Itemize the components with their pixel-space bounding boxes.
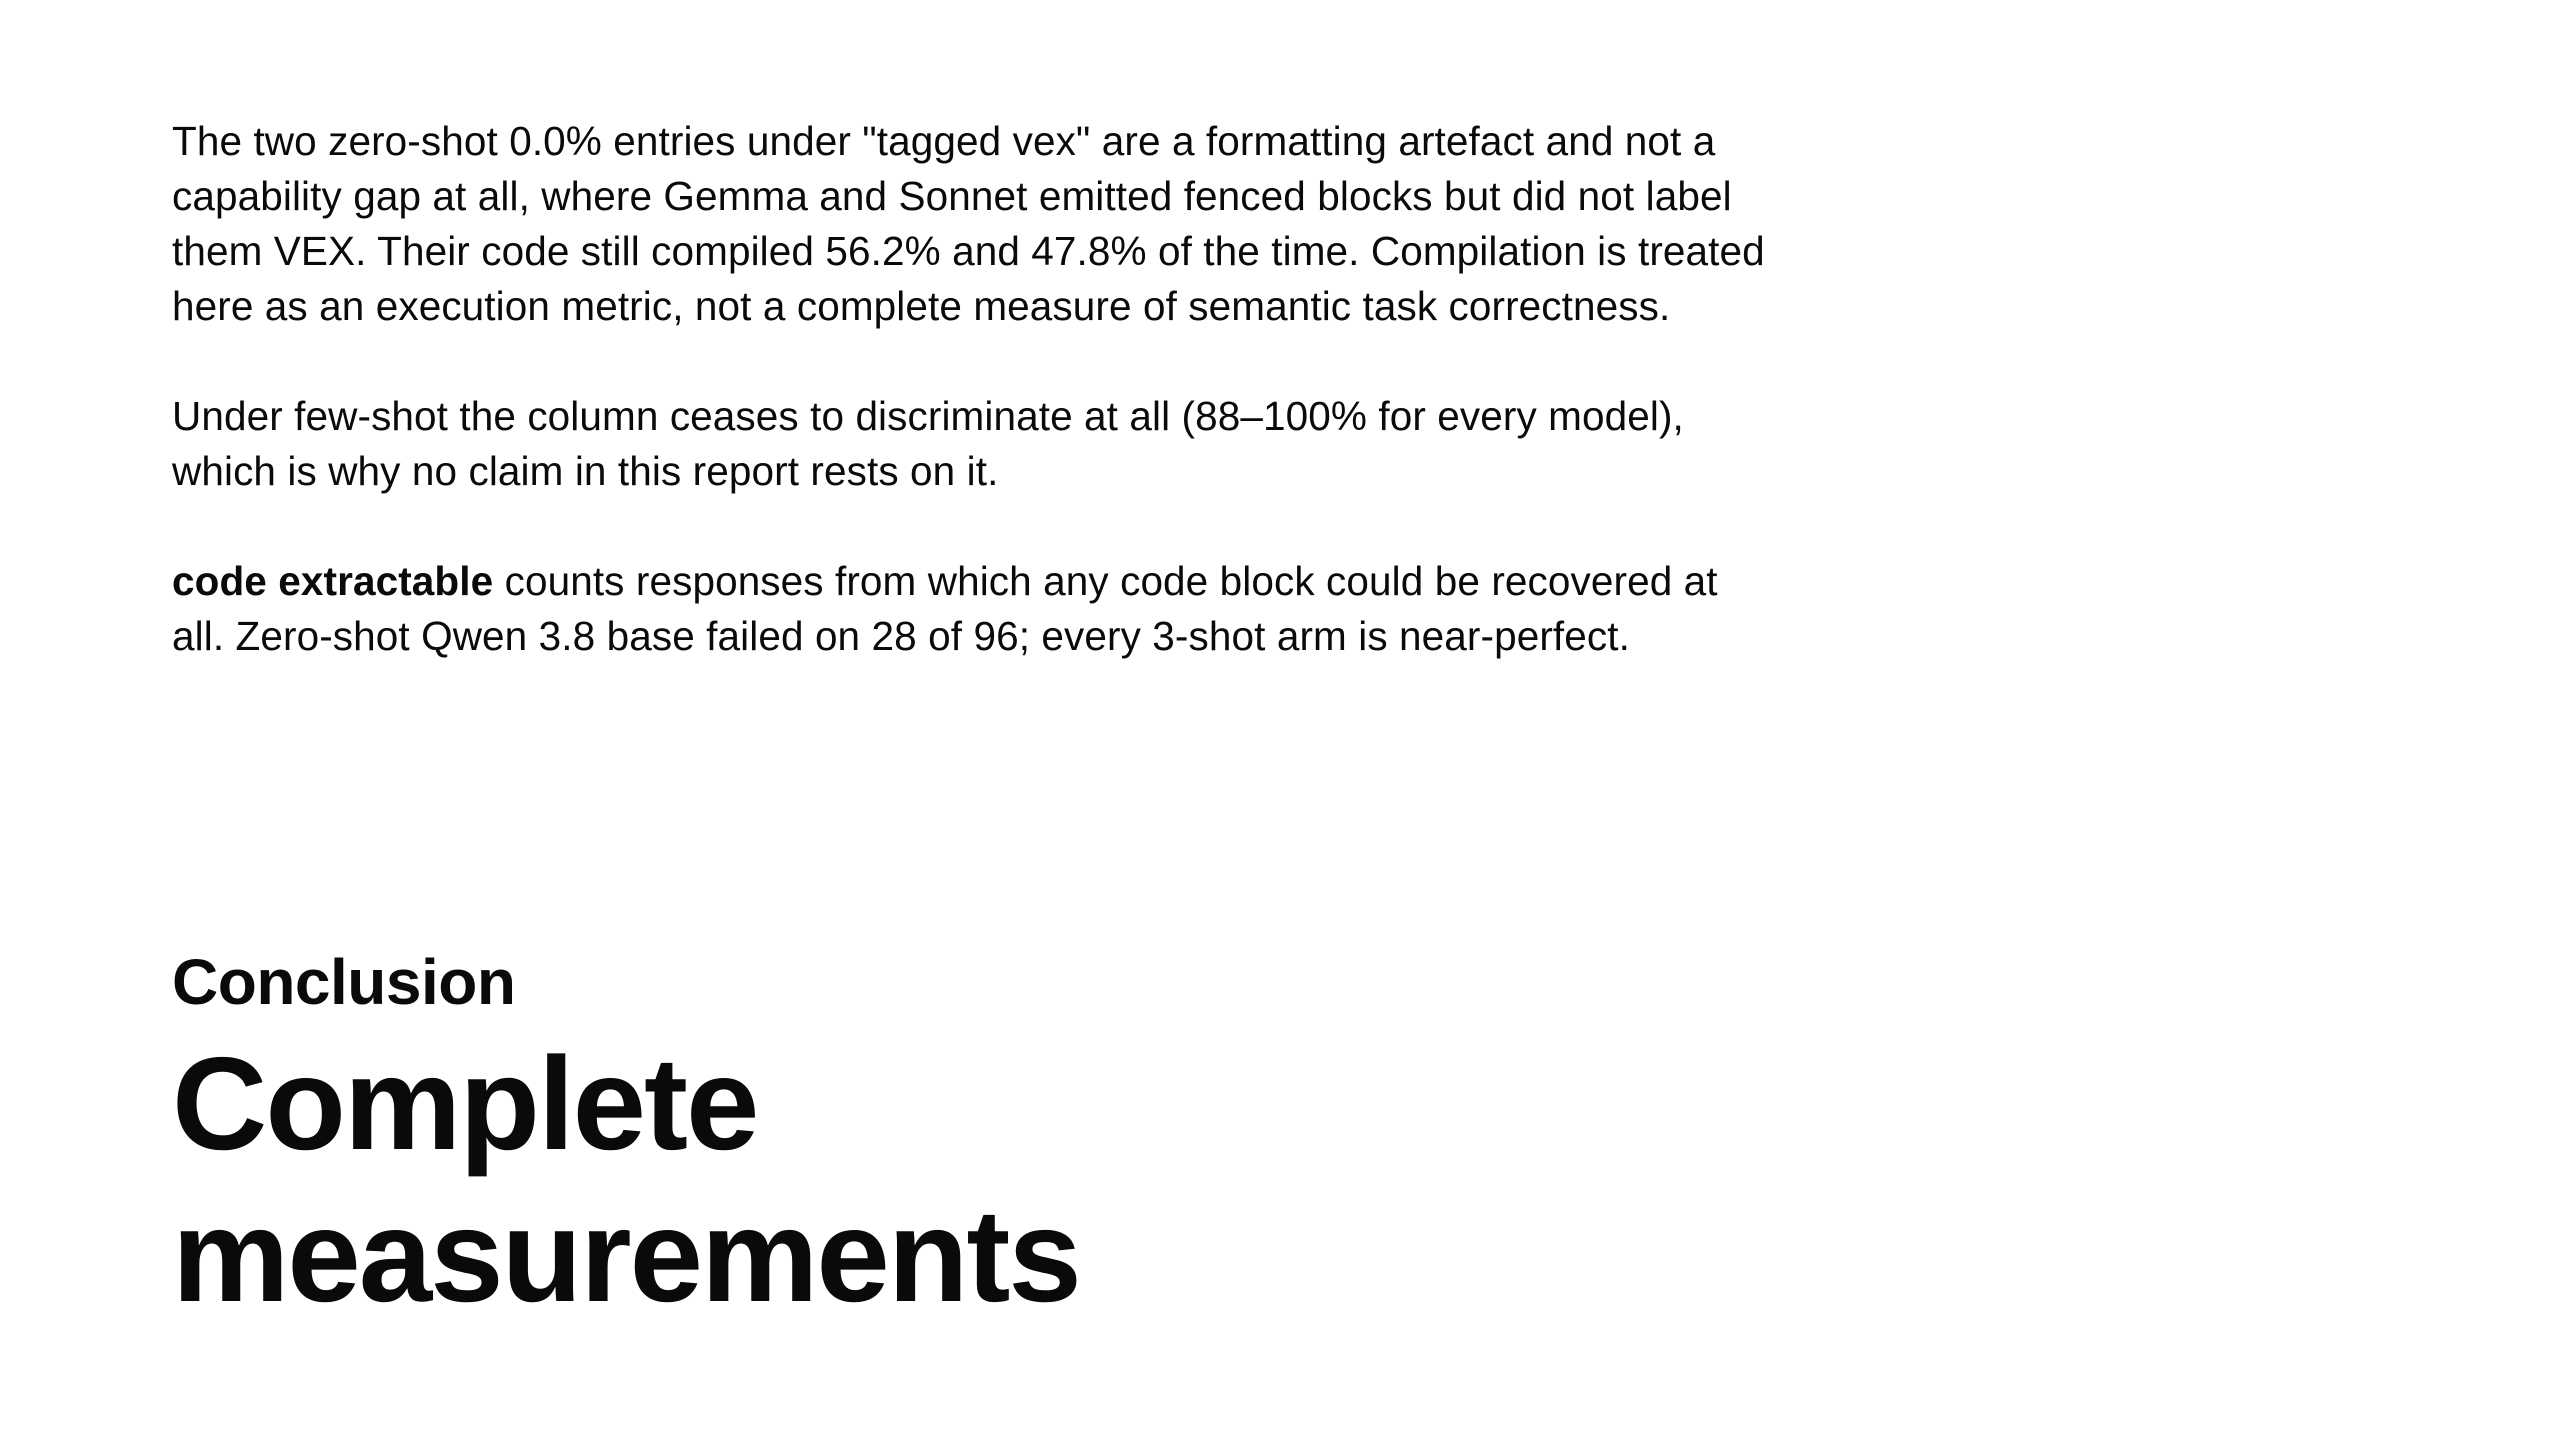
paragraph-code-extractable	[172, 554, 1772, 664]
section-title-line-2: measurements	[172, 1182, 1080, 1329]
paragraph-tagged-vex: The two zero-shot 0.0% entries under "tagged vex" are a formatting artefact and not a capability gap at all, where Gemma and Sonnet emitted fenced blocks but did not label them VEX. Their code still compiled 56.2% and 47.8% of the time. Compilation is treated here as an execution metric, not a complete measure of semantic task correctness.	[172, 118, 1765, 329]
section-title	[172, 1028, 2172, 1332]
definition-code-extractable: counts responses from which any code block could be recovered at all. Zero-shot Qwen 3.8 base failed on 28 of 96; every 3-shot arm is near-perfect.	[172, 558, 1718, 659]
term-code-extractable: code extractable	[172, 558, 494, 604]
body-text	[172, 114, 1772, 664]
conclusion-section	[172, 942, 2172, 1332]
section-eyebrow: Conclusion	[172, 946, 516, 1018]
section-title-line-1: Complete	[172, 1030, 758, 1177]
paragraph-few-shot: Under few-shot the column ceases to discriminate at all (88–100% for every model), which is why no claim in this report rests on it.	[172, 393, 1684, 494]
